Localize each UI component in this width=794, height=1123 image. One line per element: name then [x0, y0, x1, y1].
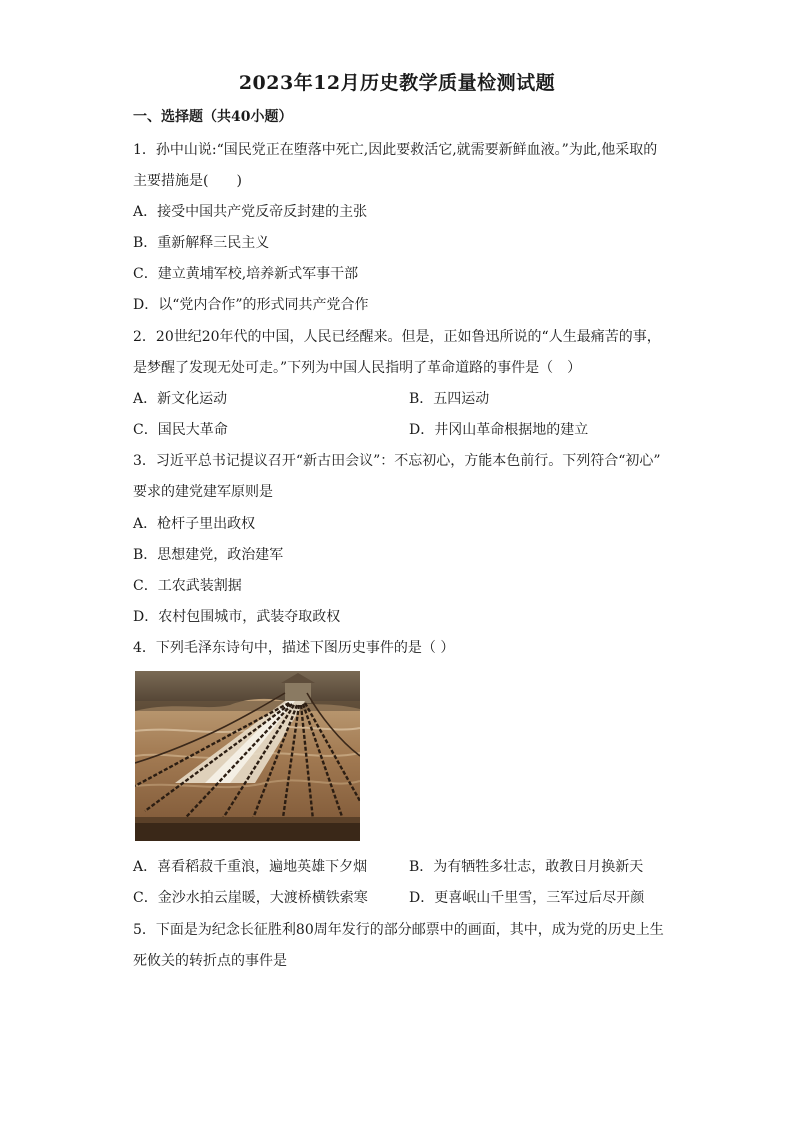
question-2-option-c: C．国民大革命	[133, 422, 228, 438]
question-3-option-d: D．农村包围城市，武装夺取政权	[133, 609, 341, 625]
question-4-stem: 4．下列毛泽东诗句中，描述下图历史事件的是（ ）	[133, 640, 455, 656]
question-3-option-b: B．思想建党，政治建军	[133, 547, 284, 563]
question-1-option-b: B．重新解释三民主义	[133, 235, 270, 251]
question-2-option-d: D．井冈山革命根据地的建立	[409, 422, 589, 438]
question-3-option-a: A．枪杆子里出政权	[133, 516, 256, 532]
question-4-option-d: D．更喜岷山千里雪，三军过后尽开颜	[409, 890, 645, 906]
question-1-option-d: D．以“党内合作”的形式同共产党合作	[133, 297, 369, 313]
question-3-stem-line-1: 3．习近平总书记提议召开“新古田会议”：不忘初心，方能本色前行。下列符合“初心”	[133, 453, 661, 469]
question-3-stem-line-2: 要求的建党建军原则是	[133, 484, 273, 500]
question-2-stem-line-2: 是梦醒了发现无处可走。”下列为中国人民指明了革命道路的事件是（ ）	[133, 360, 582, 376]
luding-bridge-photo	[135, 671, 360, 841]
question-2-option-b: B．五四运动	[409, 391, 490, 407]
page-title: 2023年12月历史教学质量检测试题	[238, 72, 556, 94]
question-1-option-c: C．建立黄埔军校,培养新式军事干部	[133, 266, 359, 282]
question-4-option-b: B．为有牺牲多壮志，敢教日月换新天	[409, 859, 644, 875]
question-1-stem-line-1: 1．孙中山说:“国民党正在堕落中死亡,因此要救活它,就需要新鲜血液。”为此,他采取的	[133, 142, 658, 158]
question-2-stem-line-1: 2．20世纪20年代的中国，人民已经醒来。但是，正如鲁迅所说的“人生最痛苦的事，	[133, 329, 661, 345]
question-5-stem-line-2: 死攸关的转折点的事件是	[133, 953, 287, 969]
question-4-option-c: C．金沙水拍云崖暖，大渡桥横铁索寒	[133, 890, 368, 906]
question-1-stem-line-2: 主要措施是( )	[133, 173, 242, 189]
question-1-option-a: A．接受中国共产党反帝反封建的主张	[133, 204, 368, 220]
question-3-option-c: C．工农武装割据	[133, 578, 242, 594]
question-5-stem-line-1: 5．下面是为纪念长征胜利80周年发行的部分邮票中的画面，其中，成为党的历史上生	[133, 922, 664, 938]
question-2-option-a: A．新文化运动	[133, 391, 228, 407]
question-4-option-a: A．喜看稻菽千重浪，遍地英雄下夕烟	[133, 859, 368, 875]
section-heading: 一、选择题（共40小题）	[133, 109, 293, 125]
